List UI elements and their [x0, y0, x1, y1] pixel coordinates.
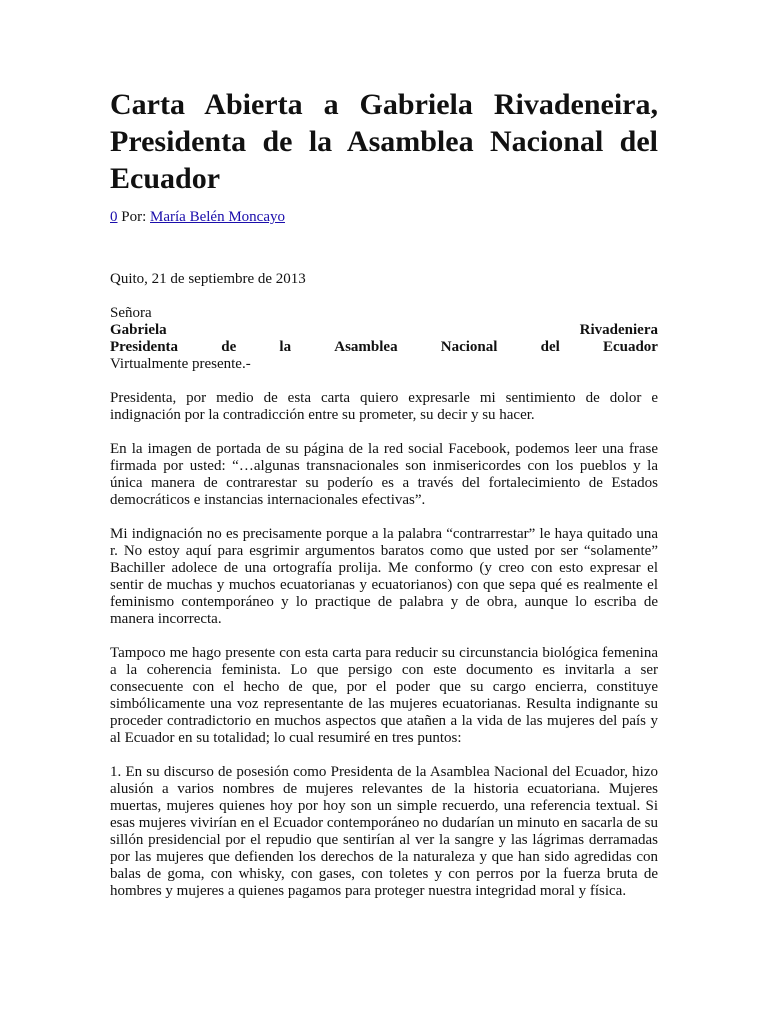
role-word: la — [279, 339, 292, 355]
role-word: Ecuador — [602, 339, 658, 355]
role-word: de — [221, 339, 237, 355]
role-word: Asamblea — [334, 339, 398, 355]
byline-label: Por: — [117, 209, 151, 225]
salutation-senora: Señora — [110, 305, 152, 321]
recipient-last-name: Rivadeniera — [579, 322, 658, 338]
paragraph: En la imagen de portada de su página de la red social Facebook, podemos leer una frase firmada por usted: “…algunas transnacionales son inmisericordes con los pueblos y la única manera de contrarestar su poderío es a través del fortalecimiento de Estados democráticos e instancias internacionales efectivas”. — [110, 441, 658, 508]
author-link[interactable]: María Belén Moncayo — [150, 209, 285, 225]
paragraph: Mi indignación no es precisamente porque a la palabra “contrarrestar” le haya quitado una r. No estoy aquí para esgrimir argumentos baratos como que usted por ser “solamente” Bachiller adolece de una ortografía prolija. Me conformo (y creo con esto expresar el sentir de muchas y muchos ecuatorianas y ecuatorianos) con que sepa qué es realmente el feminismo contemporáneo y lo practique de palabra y de obra, aunque lo escriba de manera incorrecta. — [110, 526, 658, 627]
salutation — [110, 305, 658, 373]
date-line: Quito, 21 de septiembre de 2013 — [110, 271, 306, 287]
paragraph: Tampoco me hago presente con esta carta para reducir su circunstancia biológica femenina a la coherencia feminista. Lo que persigo con este documento es invitarla a ser consecuente con el hecho de que, por el poder que su cargo encierra, constituye simbólicamente una voz representante de las mujeres ecuatorianas. Resulta indignante su proceder contradictorio en muchos aspectos que atañen a la vida de las mujeres del país y al Ecuador en su totalidad; lo cual resumiré en tres puntos: — [110, 645, 658, 746]
paragraph: 1. En su discurso de posesión como Presidenta de la Asamblea Nacional del Ecuador, hizo alusión a varios nombres de mujeres relevantes de la historia ecuatoriana. Mujeres muertas, mujeres quienes hoy por hoy son un simple recuerdo, una referencia textual. Si esas mujeres vivirían en el Ecuador contemporáneo no dudarían un minuto en sacarla de su sillón presidencial por el repudio que sentirían al ver la sangre y las lágrimas derramadas por las mujeres que defienden los derechos de la naturaleza y que han sido agredidas con balas de goma, con whisky, con gases, con toletes y con perros por la fuerza bruta de hombres y mujeres a quienes pagamos para proteger nuestra integridad moral y física. — [110, 764, 658, 899]
page-title: Carta Abierta a Gabriela Rivadeneira, Presidenta de la Asamblea Nacional del Ecuador — [110, 88, 658, 195]
recipient-name — [110, 322, 658, 339]
byline — [110, 209, 658, 226]
recipient-role — [110, 339, 658, 356]
letter-content — [110, 86, 658, 900]
salutation-virtual: Virtualmente presente.- — [110, 356, 251, 372]
role-word: Presidenta — [110, 339, 179, 355]
comments-count-link[interactable]: 0 — [110, 209, 118, 225]
paragraph: Presidenta, por medio de esta carta quiero expresarle mi sentimiento de dolor e indignación por la contradicción entre su prometer, su decir y su hacer. — [110, 390, 658, 423]
recipient-first-name: Gabriela — [110, 322, 167, 338]
role-word: Nacional — [440, 339, 498, 355]
role-word: del — [540, 339, 560, 355]
